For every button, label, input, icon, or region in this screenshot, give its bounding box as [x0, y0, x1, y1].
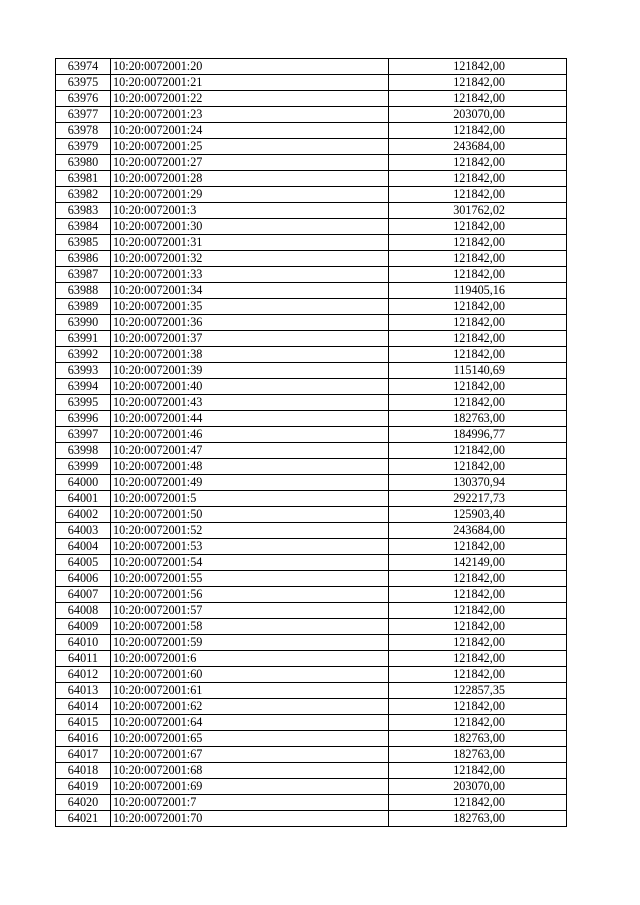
table-row: [56, 683, 567, 699]
row-number-cell: 64021: [56, 811, 111, 827]
cadastral-number-cell: 10:20:0072001:57: [111, 603, 389, 619]
cadastral-value-cell: 122857,35: [389, 683, 567, 699]
cadastral-value-cell: 121842,00: [389, 155, 567, 171]
cadastral-value-cell: 121842,00: [389, 251, 567, 267]
cadastral-value-cell: 121842,00: [389, 763, 567, 779]
row-number-cell: 64000: [56, 475, 111, 491]
cadastral-number-cell: 10:20:0072001:62: [111, 699, 389, 715]
table-row: [56, 539, 567, 555]
row-number-cell: 63975: [56, 75, 111, 91]
cadastral-number-cell: 10:20:0072001:65: [111, 731, 389, 747]
row-number-cell: 63983: [56, 203, 111, 219]
row-number-cell: 63992: [56, 347, 111, 363]
row-number-cell: 63977: [56, 107, 111, 123]
cadastral-number-cell: 10:20:0072001:37: [111, 331, 389, 347]
table-row: [56, 571, 567, 587]
cadastral-value-cell: 121842,00: [389, 571, 567, 587]
cadastral-value-cell: 121842,00: [389, 347, 567, 363]
row-number-cell: 64008: [56, 603, 111, 619]
cadastral-number-cell: 10:20:0072001:52: [111, 523, 389, 539]
cadastral-value-cell: 243684,00: [389, 523, 567, 539]
cadastral-value-cell: 182763,00: [389, 411, 567, 427]
row-number-cell: 64011: [56, 651, 111, 667]
row-number-cell: 63986: [56, 251, 111, 267]
cadastral-value-cell: 121842,00: [389, 619, 567, 635]
cadastral-number-cell: 10:20:0072001:49: [111, 475, 389, 491]
cadastral-number-cell: 10:20:0072001:3: [111, 203, 389, 219]
cadastral-value-cell: 142149,00: [389, 555, 567, 571]
table-row: [56, 59, 567, 75]
cadastral-value-cell: 121842,00: [389, 635, 567, 651]
cadastral-number-cell: 10:20:0072001:25: [111, 139, 389, 155]
cadastral-value-cell: 121842,00: [389, 235, 567, 251]
cadastral-number-cell: 10:20:0072001:34: [111, 283, 389, 299]
cadastral-value-cell: 130370,94: [389, 475, 567, 491]
row-number-cell: 63979: [56, 139, 111, 155]
row-number-cell: 64016: [56, 731, 111, 747]
cadastral-value-cell: 119405,16: [389, 283, 567, 299]
table-row: [56, 331, 567, 347]
cadastral-number-cell: 10:20:0072001:46: [111, 427, 389, 443]
cadastral-value-cell: 121842,00: [389, 315, 567, 331]
row-number-cell: 63982: [56, 187, 111, 203]
cadastral-number-cell: 10:20:0072001:67: [111, 747, 389, 763]
cadastral-number-cell: 10:20:0072001:48: [111, 459, 389, 475]
cadastral-value-cell: 121842,00: [389, 699, 567, 715]
table-row: [56, 523, 567, 539]
row-number-cell: 63993: [56, 363, 111, 379]
table-row: [56, 267, 567, 283]
table-row: [56, 587, 567, 603]
cadastral-value-cell: 182763,00: [389, 811, 567, 827]
cadastral-number-cell: 10:20:0072001:7: [111, 795, 389, 811]
cadastral-value-cell: 182763,00: [389, 747, 567, 763]
table-row: [56, 395, 567, 411]
cadastral-number-cell: 10:20:0072001:64: [111, 715, 389, 731]
cadastral-number-cell: 10:20:0072001:36: [111, 315, 389, 331]
row-number-cell: 63996: [56, 411, 111, 427]
table-row: [56, 635, 567, 651]
table-row: [56, 795, 567, 811]
cadastral-value-cell: 184996,77: [389, 427, 567, 443]
table-row: [56, 187, 567, 203]
row-number-cell: 64009: [56, 619, 111, 635]
cadastral-value-cell: 121842,00: [389, 75, 567, 91]
cadastral-value-cell: 121842,00: [389, 219, 567, 235]
table-row: [56, 619, 567, 635]
row-number-cell: 63980: [56, 155, 111, 171]
table-row: [56, 91, 567, 107]
cadastral-number-cell: 10:20:0072001:50: [111, 507, 389, 523]
table-row: [56, 475, 567, 491]
table-row: [56, 155, 567, 171]
cadastral-value-cell: 292217,73: [389, 491, 567, 507]
cadastral-value-cell: 121842,00: [389, 171, 567, 187]
cadastral-number-cell: 10:20:0072001:33: [111, 267, 389, 283]
cadastral-number-cell: 10:20:0072001:5: [111, 491, 389, 507]
cadastral-number-cell: 10:20:0072001:54: [111, 555, 389, 571]
row-number-cell: 63991: [56, 331, 111, 347]
cadastral-value-cell: 121842,00: [389, 715, 567, 731]
table-row: [56, 107, 567, 123]
cadastral-number-cell: 10:20:0072001:22: [111, 91, 389, 107]
row-number-cell: 64017: [56, 747, 111, 763]
cadastral-value-cell: 121842,00: [389, 379, 567, 395]
table-row: [56, 219, 567, 235]
table-row: [56, 507, 567, 523]
cadastral-value-cell: 203070,00: [389, 107, 567, 123]
cadastral-number-cell: 10:20:0072001:61: [111, 683, 389, 699]
cadastral-number-cell: 10:20:0072001:47: [111, 443, 389, 459]
table-row: [56, 203, 567, 219]
cadastral-number-cell: 10:20:0072001:35: [111, 299, 389, 315]
cadastral-number-cell: 10:20:0072001:59: [111, 635, 389, 651]
row-number-cell: 63976: [56, 91, 111, 107]
cadastral-value-cell: 121842,00: [389, 603, 567, 619]
cadastral-value-cell: 121842,00: [389, 539, 567, 555]
row-number-cell: 63985: [56, 235, 111, 251]
table-row: [56, 811, 567, 827]
table-row: [56, 427, 567, 443]
table-row: [56, 283, 567, 299]
cadastral-number-cell: 10:20:0072001:56: [111, 587, 389, 603]
cadastral-number-cell: 10:20:0072001:40: [111, 379, 389, 395]
cadastral-value-cell: 121842,00: [389, 59, 567, 75]
row-number-cell: 64015: [56, 715, 111, 731]
table-row: [56, 651, 567, 667]
table-row: [56, 699, 567, 715]
table-row: [56, 667, 567, 683]
cadastral-number-cell: 10:20:0072001:20: [111, 59, 389, 75]
table-row: [56, 731, 567, 747]
cadastral-number-cell: 10:20:0072001:69: [111, 779, 389, 795]
cadastral-value-cell: 121842,00: [389, 443, 567, 459]
row-number-cell: 63984: [56, 219, 111, 235]
row-number-cell: 63981: [56, 171, 111, 187]
table-row: [56, 715, 567, 731]
cadastral-number-cell: 10:20:0072001:55: [111, 571, 389, 587]
row-number-cell: 64018: [56, 763, 111, 779]
cadastral-number-cell: 10:20:0072001:39: [111, 363, 389, 379]
table-row: [56, 347, 567, 363]
cadastral-value-cell: 121842,00: [389, 267, 567, 283]
cadastral-value-cell: 115140,69: [389, 363, 567, 379]
table-row: [56, 763, 567, 779]
cadastral-value-cell: 121842,00: [389, 667, 567, 683]
table-row: [56, 379, 567, 395]
cadastral-number-cell: 10:20:0072001:27: [111, 155, 389, 171]
cadastral-value-cell: 125903,40: [389, 507, 567, 523]
row-number-cell: 63994: [56, 379, 111, 395]
row-number-cell: 64019: [56, 779, 111, 795]
cadastral-value-cell: 121842,00: [389, 795, 567, 811]
cadastral-value-cell: 121842,00: [389, 91, 567, 107]
cadastral-value-cell: 121842,00: [389, 651, 567, 667]
row-number-cell: 64004: [56, 539, 111, 555]
cadastral-value-cell: 121842,00: [389, 331, 567, 347]
cadastral-value-cell: 121842,00: [389, 459, 567, 475]
table-row: [56, 363, 567, 379]
cadastral-value-cell: 182763,00: [389, 731, 567, 747]
cadastral-value-table: [55, 58, 567, 827]
table-row: [56, 235, 567, 251]
cadastral-value-cell: 203070,00: [389, 779, 567, 795]
row-number-cell: 64007: [56, 587, 111, 603]
row-number-cell: 64020: [56, 795, 111, 811]
row-number-cell: 63987: [56, 267, 111, 283]
row-number-cell: 64013: [56, 683, 111, 699]
cadastral-value-cell: 121842,00: [389, 587, 567, 603]
row-number-cell: 64012: [56, 667, 111, 683]
table-body: [56, 59, 567, 827]
cadastral-value-cell: 121842,00: [389, 395, 567, 411]
cadastral-number-cell: 10:20:0072001:23: [111, 107, 389, 123]
row-number-cell: 63989: [56, 299, 111, 315]
cadastral-number-cell: 10:20:0072001:32: [111, 251, 389, 267]
cadastral-number-cell: 10:20:0072001:31: [111, 235, 389, 251]
table-row: [56, 459, 567, 475]
table-row: [56, 779, 567, 795]
row-number-cell: 63988: [56, 283, 111, 299]
row-number-cell: 64006: [56, 571, 111, 587]
table-row: [56, 171, 567, 187]
cadastral-number-cell: 10:20:0072001:24: [111, 123, 389, 139]
table-row: [56, 75, 567, 91]
table-row: [56, 555, 567, 571]
row-number-cell: 63978: [56, 123, 111, 139]
cadastral-number-cell: 10:20:0072001:6: [111, 651, 389, 667]
row-number-cell: 63974: [56, 59, 111, 75]
row-number-cell: 63998: [56, 443, 111, 459]
cadastral-number-cell: 10:20:0072001:53: [111, 539, 389, 555]
cadastral-number-cell: 10:20:0072001:29: [111, 187, 389, 203]
row-number-cell: 63995: [56, 395, 111, 411]
row-number-cell: 64010: [56, 635, 111, 651]
cadastral-number-cell: 10:20:0072001:43: [111, 395, 389, 411]
cadastral-number-cell: 10:20:0072001:58: [111, 619, 389, 635]
cadastral-number-cell: 10:20:0072001:70: [111, 811, 389, 827]
row-number-cell: 64005: [56, 555, 111, 571]
cadastral-number-cell: 10:20:0072001:68: [111, 763, 389, 779]
cadastral-number-cell: 10:20:0072001:38: [111, 347, 389, 363]
row-number-cell: 64001: [56, 491, 111, 507]
row-number-cell: 64002: [56, 507, 111, 523]
cadastral-number-cell: 10:20:0072001:30: [111, 219, 389, 235]
cadastral-value-cell: 121842,00: [389, 123, 567, 139]
table-row: [56, 443, 567, 459]
table-row: [56, 251, 567, 267]
row-number-cell: 64014: [56, 699, 111, 715]
cadastral-number-cell: 10:20:0072001:60: [111, 667, 389, 683]
row-number-cell: 63997: [56, 427, 111, 443]
cadastral-number-cell: 10:20:0072001:44: [111, 411, 389, 427]
table-row: [56, 603, 567, 619]
cadastral-value-cell: 301762,02: [389, 203, 567, 219]
cadastral-number-cell: 10:20:0072001:21: [111, 75, 389, 91]
table-row: [56, 123, 567, 139]
row-number-cell: 63990: [56, 315, 111, 331]
cadastral-value-cell: 121842,00: [389, 299, 567, 315]
table-row: [56, 411, 567, 427]
cadastral-number-cell: 10:20:0072001:28: [111, 171, 389, 187]
table-row: [56, 315, 567, 331]
table-row: [56, 747, 567, 763]
table-row: [56, 299, 567, 315]
table-row: [56, 139, 567, 155]
cadastral-value-cell: 243684,00: [389, 139, 567, 155]
row-number-cell: 64003: [56, 523, 111, 539]
row-number-cell: 63999: [56, 459, 111, 475]
table-row: [56, 491, 567, 507]
cadastral-value-cell: 121842,00: [389, 187, 567, 203]
